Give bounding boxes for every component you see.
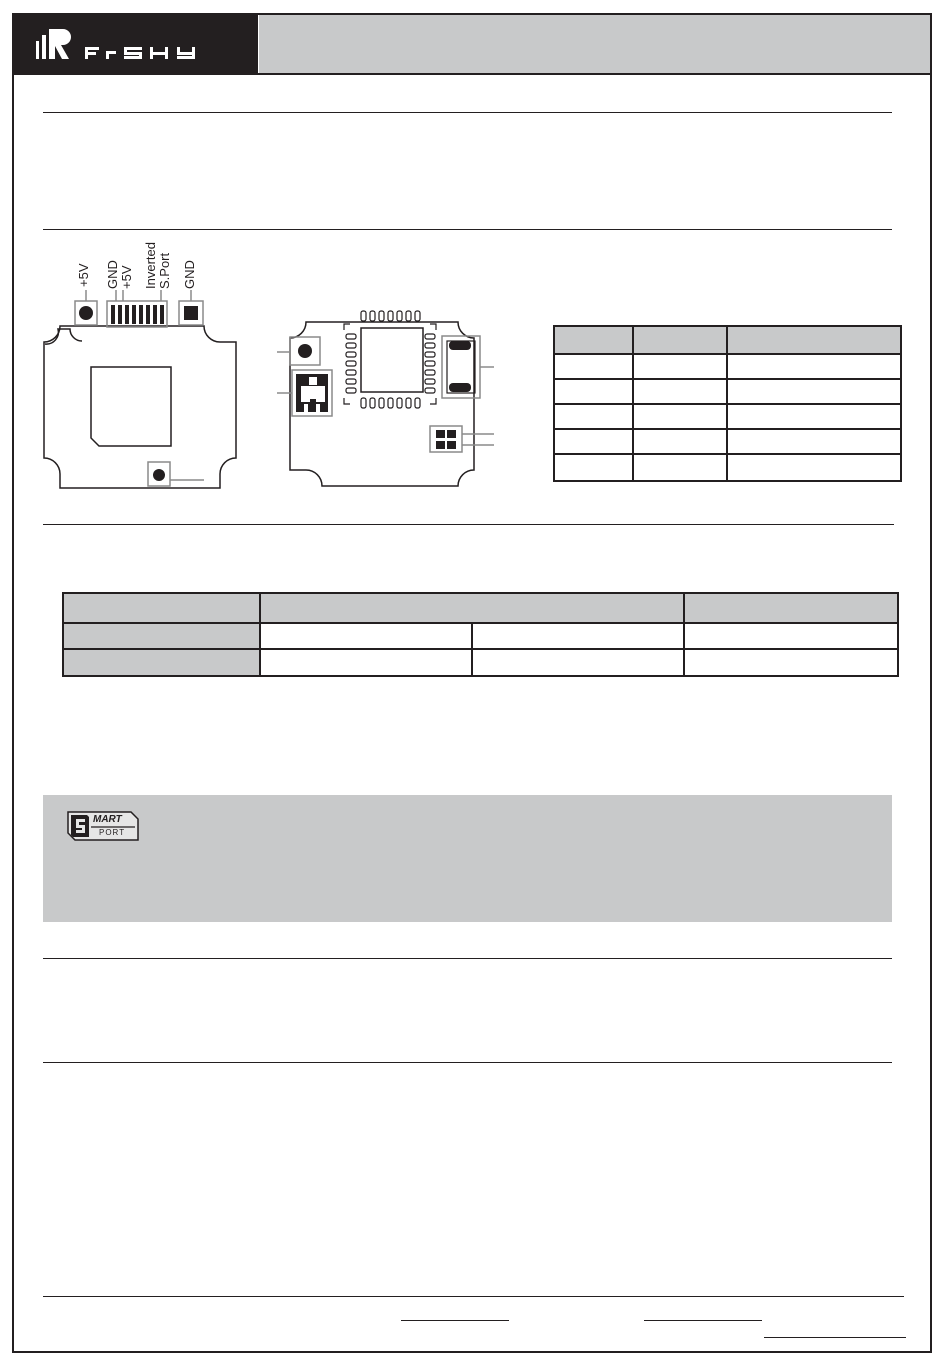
table-cell (554, 404, 633, 429)
table-row (554, 429, 901, 454)
smartport-logo (65, 809, 141, 843)
table-row (554, 454, 901, 481)
table-cell (684, 593, 898, 623)
table-row (554, 404, 901, 429)
footer-rule (43, 1296, 904, 1297)
section-rule (43, 524, 894, 525)
board-diagram-top (272, 300, 497, 492)
table-row (63, 623, 898, 649)
table-cell (727, 379, 901, 404)
smartport-logo-line1: MART (93, 814, 122, 825)
table-cell (633, 354, 727, 379)
table-cell (633, 326, 727, 354)
pin-label-gnd: GND (105, 260, 120, 289)
table-cell (554, 379, 633, 404)
footer-underline (401, 1320, 509, 1321)
table-header-row (63, 593, 898, 623)
table-header-row (554, 326, 901, 354)
table-cell (260, 649, 472, 676)
smartport-logo-line2: PORT (99, 828, 126, 837)
spec-table (553, 325, 902, 482)
pin-label-gnd-right: GND (182, 260, 197, 289)
section-rule (43, 112, 892, 113)
frsky-logo-icon (14, 15, 258, 75)
header-title-bar (259, 15, 930, 74)
table-cell (727, 354, 901, 379)
board-diagram-bottom (40, 290, 240, 492)
table-row-header (63, 649, 260, 676)
section-rule (43, 1062, 892, 1063)
table-cell (554, 354, 633, 379)
table-cell (472, 623, 684, 649)
section-rule (43, 229, 892, 230)
footer-underline (644, 1320, 762, 1321)
table-cell (260, 593, 684, 623)
table-cell (684, 649, 898, 676)
smartport-note-box (43, 795, 892, 922)
table-cell (727, 454, 901, 481)
section-rule (43, 958, 892, 959)
table-row (63, 649, 898, 676)
table-cell (554, 326, 633, 354)
table-cell (554, 454, 633, 481)
table-cell (633, 404, 727, 429)
table-cell (63, 593, 260, 623)
table-cell (727, 404, 901, 429)
header-divider (14, 73, 930, 75)
table-row (554, 379, 901, 404)
pin-label-sport: S.Port (157, 252, 172, 289)
table-cell (260, 623, 472, 649)
table-cell (633, 379, 727, 404)
table-cell (684, 623, 898, 649)
table-cell (727, 429, 901, 454)
table-cell (633, 429, 727, 454)
table-cell (633, 454, 727, 481)
pin-label-inverted: Inverted (143, 242, 158, 289)
table-cell (472, 649, 684, 676)
table-row (554, 354, 901, 379)
compat-table (62, 592, 899, 677)
frsky-logo (14, 15, 258, 75)
pin-label-5v: +5V (76, 263, 91, 287)
table-cell (554, 429, 633, 454)
table-cell (727, 326, 901, 354)
table-row-header (63, 623, 260, 649)
pin-label-5v-top: +5V (119, 265, 134, 289)
footer-underline (764, 1337, 906, 1338)
page-frame (12, 13, 932, 1353)
